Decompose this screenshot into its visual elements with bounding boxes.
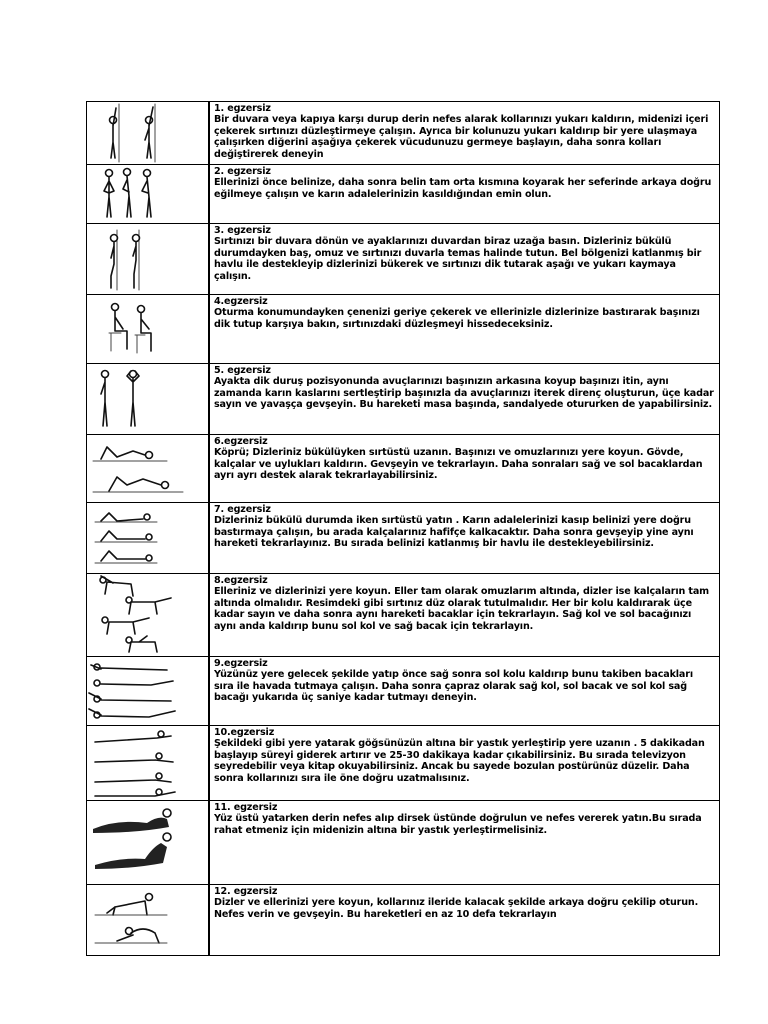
exercise-text-cell <box>209 801 720 885</box>
seated-posture-illustration <box>87 295 208 363</box>
prone-pillow-illustration <box>87 726 208 800</box>
exercise-row <box>87 165 720 224</box>
illustration-cell <box>87 503 210 574</box>
illustration-cell <box>87 574 210 657</box>
exercise-description: Dizleriniz bükülü durumda iken sırtüstü yatın . Karın adalelerinizi kasıp belinizi yere doğru bastırmaya çalışın, bu arada kalçalarınız hafifçe kalkacaktır. Daha sonra gevşeyip yine aynı hareketi tekrarlayınız. Bu sırada belinizi katlanmış bir havlu ile destekleyebilirsiniz. <box>214 515 694 550</box>
wall-slide-illustration <box>87 224 208 294</box>
exercise-title: 7. egzersiz <box>214 504 271 515</box>
exercise-description: Oturma konumundayken çenenizi geriye çekerek ve ellerinizle dizlerinize bastırarak başınızı dik tutup karşıya bakın, sırtınızdaki düzleşmeyi hissedeceksiniz. <box>214 307 700 330</box>
exercise-text-cell <box>209 102 720 165</box>
exercise-title: 6.egzersiz <box>214 436 268 447</box>
exercise-description: Köprü; Dizleriniz bükülüyken sırtüstü uzanın. Başınızı ve omuzlarınızı yere koyun. Gövde, kalçalar ve uylukları kaldırın. Gevşeyin ve tekrarlayın. Daha sonraları sağ ve sol bacaklardan ayrı ayrı destek alarak tekrarlayabilirsiniz. <box>214 447 703 482</box>
illustration-cell <box>87 801 210 885</box>
bridge-illustration <box>87 435 208 502</box>
exercise-title: 12. egzersiz <box>214 886 278 897</box>
illustration-cell <box>87 224 210 295</box>
exercise-title: 3. egzersiz <box>214 225 271 236</box>
illustration-cell <box>87 726 210 801</box>
prone-elbow-illustration <box>87 801 208 884</box>
illustration-cell <box>87 435 210 503</box>
illustration-cell <box>87 165 210 224</box>
exercise-text-cell <box>209 224 720 295</box>
exercise-text-cell <box>209 726 720 801</box>
exercise-title: 8.egzersiz <box>214 575 268 586</box>
exercise-title: 5. egzersiz <box>214 365 271 376</box>
exercise-description: Yüzünüz yere gelecek şekilde yatıp önce sağ sonra sol kolu kaldırıp bunu takiben bacakları sıra ile havada tutmaya çalışın. Daha sonra çapraz olarak sağ kol, sol bacak ve sol kol sağ bacağı yukarıda üç saniye kadar tutmayı deneyin. <box>214 669 693 704</box>
exercise-row <box>87 503 720 574</box>
exercise-description: Ayakta dik duruş pozisyonunda avuçlarınızı başınızın arkasına koyup başınızı itin, aynı zamanda karın kaslarını sertleştirip başınızla da avuçlarınızı iterek direnç oluşturun, üçe kadar sayın ve yavaşça gevşeyin. Bu hareketi masa başında, sandalyede otururken de yapabilirsiniz. <box>214 376 714 411</box>
exercise-description: Dizler ve ellerinizi yere koyun, kollarınız ileride kalacak şekilde arkaya doğru çekilip oturun. Nefes verin ve gevşeyin. Bu hareketleri en az 10 defa tekrarlayın <box>214 897 699 920</box>
exercise-description: Yüz üstü yatarken derin nefes alıp dirsek üstünde doğrulun ve nefes vererek yatın.Bu sırada rahat etmeniz için midenizin altına bir yastık yerleştirmelisiniz. <box>214 813 702 836</box>
exercise-title: 10.egzersiz <box>214 727 275 738</box>
pelvic-tilt-illustration <box>87 503 208 573</box>
exercise-text-cell <box>209 503 720 574</box>
exercise-text-cell <box>209 435 720 503</box>
child-pose-illustration <box>87 885 208 955</box>
exercise-row <box>87 726 720 801</box>
exercise-row <box>87 295 720 364</box>
exercise-row <box>87 657 720 726</box>
illustration-cell <box>87 885 210 956</box>
exercise-row <box>87 364 720 435</box>
exercise-description: Elleriniz ve dizlerinizi yere koyun. Eller tam olarak omuzlarım altında, dizler ise kalçaların tam altında olmalıdır. Resimdeki gibi sırtınız düz olarak tutulmalıdır. Her bir kolu kaldırarak üçe kadar sayın ve daha sonra aynı hareketi bacaklar için tekrarlayın. Sağ kol ve sol bacağınızı aynı anda kaldırıp bunu sol kol ve sağ bacak için tekrarlayın. <box>214 586 709 632</box>
exercise-text-cell <box>209 574 720 657</box>
wall-stretch-illustration <box>87 102 208 164</box>
exercise-table <box>86 101 720 956</box>
quadruped-illustration <box>87 574 208 656</box>
exercise-text-cell <box>209 885 720 956</box>
exercise-description: Sırtınızı bir duvara dönün ve ayaklarınızı duvardan biraz uzağa basın. Dizleriniz bükülü durumdayken baş, omuz ve sırtınızı duvarla temas halinde tutun. Bel bölgenizi katlanmış bir havlu ile destekleyip dizlerinizi bükerek ve sırtınızı dik tutarak aşağı ve yukarı kaymaya çalışın. <box>214 236 702 282</box>
exercise-row <box>87 801 720 885</box>
exercise-text-cell <box>209 165 720 224</box>
exercise-description: Bir duvara veya kapıya karşı durup derin nefes alarak kollarınızı yukarı kaldırın, midenizi içeri çekerek sırtınızı düzleştirmeye çalışın. Ayrıca bir kolunuzu yukarı kaldırıp bir yere ulaşmaya çalışırken diğerini aşağıya çekerek vücudunuzu germeye başlayın, daha sonra kolları değiştirerek deneyin <box>214 114 709 160</box>
exercise-title: 9.egzersiz <box>214 658 268 669</box>
exercise-description: Ellerinizi önce belinize, daha sonra belin tam orta kısmına koyarak her seferinde arkaya doğru eğilmeye çalışın ve karın adalelerinizin kasıldığından emin olun. <box>214 177 712 200</box>
back-bend-illustration <box>87 165 208 223</box>
exercise-row <box>87 224 720 295</box>
prone-lift-illustration <box>87 657 208 725</box>
illustration-cell <box>87 657 210 726</box>
illustration-cell <box>87 102 210 165</box>
head-press-illustration <box>87 364 208 434</box>
exercise-title: 1. egzersiz <box>214 103 271 114</box>
exercise-description: Şekildeki gibi yere yatarak göğsünüzün altına bir yastık yerleştirip yere uzanın . 5 dakikadan başlayıp süreyi giderek artırır ve 25-30 dakikaya kadar çıkabilirsiniz. Bu sırada televizyon seyredebilir veya kitap okuyabilirsiniz. Ancak bu sayede bozulan postürünüz düzelir. Daha sonra kollarınızı sıra ile öne doğru uzatmalısınız. <box>214 738 705 784</box>
exercise-row <box>87 885 720 956</box>
exercise-row <box>87 435 720 503</box>
illustration-cell <box>87 295 210 364</box>
exercise-title: 2. egzersiz <box>214 166 271 177</box>
exercise-title: 4.egzersiz <box>214 296 268 307</box>
exercise-row <box>87 102 720 165</box>
exercise-text-cell <box>209 364 720 435</box>
exercise-text-cell <box>209 657 720 726</box>
exercise-row <box>87 574 720 657</box>
exercise-title: 11. egzersiz <box>214 802 278 813</box>
exercise-text-cell <box>209 295 720 364</box>
illustration-cell <box>87 364 210 435</box>
